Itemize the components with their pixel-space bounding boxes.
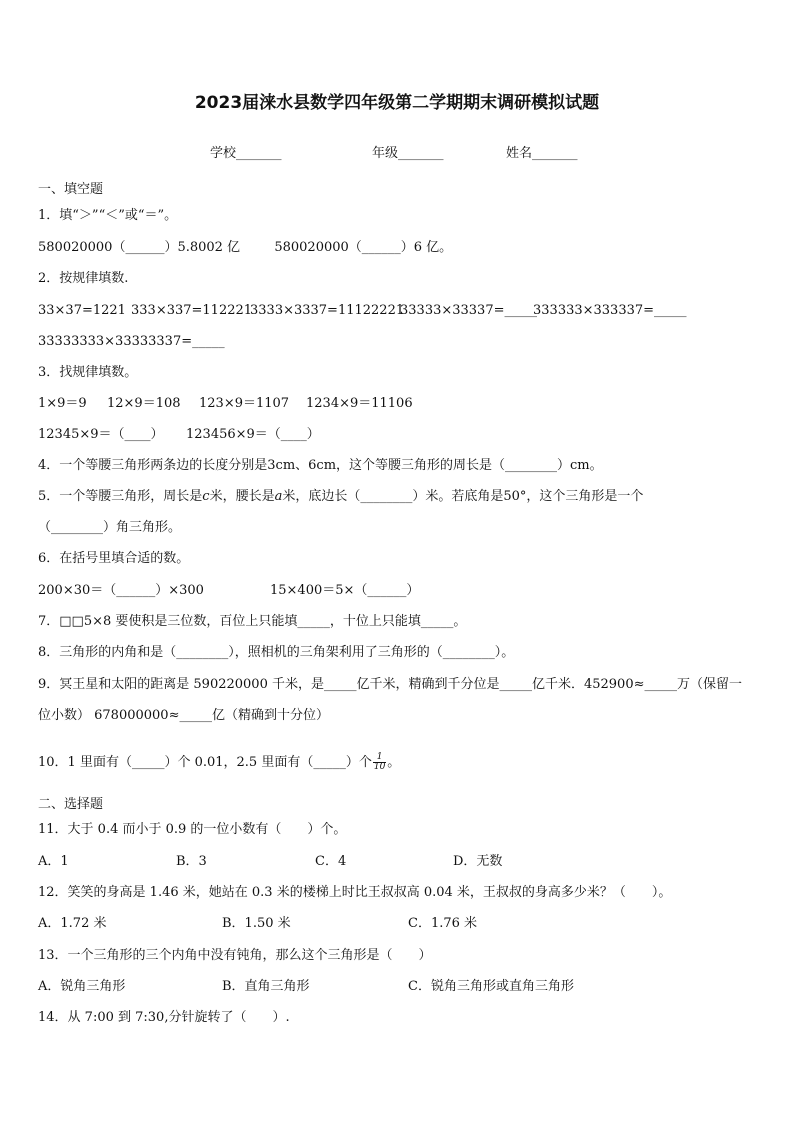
q12-option-a: A．1.72 米 [38,916,107,931]
q3-item-2: 12×9＝108 [107,396,181,411]
q7: 7．□□5×8 要使积是三位数，百位上只能填_____，十位上只能填_____。 [38,614,467,629]
q5-text-3: 米，底边长（________）米。若底角是 [282,489,504,504]
q5-var-c: c [202,489,210,504]
q8: 8．三角形的内角和是（________），照相机的三角架利用了三角形的（________）。 [38,645,515,660]
q5-text-1: 5．一个等腰三角形，周长是 [38,489,203,504]
q2-item-6: 33333333×33333337=_____ [38,334,225,349]
q3-item-5: 12345×9＝（____） [38,427,164,442]
q2-item-5: 333333×333337=_____ [533,303,687,318]
q9-line-2: 位小数） 678000000≈_____亿（精确到十分位） [38,708,329,723]
q11-option-c: C．4 [315,854,347,869]
q12-option-c: C．1.76 米 [408,916,478,931]
q1-prompt: 1．填“＞”“＜”或“＝”。 [38,208,178,223]
q11-option-d: D．无数 [453,854,503,869]
q10-frac-denominator: 10 [373,762,386,772]
q5-text-2: 米，腰长是 [209,489,275,504]
q13-option-a: A．锐角三角形 [38,979,126,994]
q11-option-a: A．1 [38,854,69,869]
q13-option-c: C．锐角三角形或直角三角形 [408,979,574,994]
q5-angle: 50° [503,489,527,504]
q5-text-4: ，这个三角形是一个 [526,489,644,504]
q6-part-a: 200×30＝（______）×300 [38,583,204,598]
q2-item-4: 33333×33337=_____ [400,303,537,318]
section-heading-fill: 一、填空题 [38,182,104,197]
q3-item-3: 123×9＝1107 [199,396,290,411]
q3-item-6: 123456×9＝（____） [186,427,320,442]
q2-prompt: 2．按规律填数. [38,271,129,286]
q11-option-b: B．3 [176,854,207,869]
q3-item-1: 1×9＝9 [38,396,87,411]
q10-fraction [373,753,386,772]
grade-field: 年级_______ [372,146,444,161]
q13-prompt: 13．一个三角形的三个内角中没有钝角，那么这个三角形是（ ） [38,948,432,963]
school-field: 学校_______ [210,146,282,161]
q5-line-1 [38,489,643,505]
q11-prompt: 11．大于 0.4 而小于 0.9 的一位小数有（ ）个。 [38,822,347,837]
q2-item-3: 3333×3337=11122221 [250,303,405,318]
q1-part-b: 580020000（______）6 亿。 [274,240,453,255]
q5-var-a: a [274,489,283,504]
page-title: 2023届涞水县数学四年级第二学期期末调研模拟试题 [194,93,600,113]
q5-line-2: （________）角三角形。 [38,520,182,535]
q13-option-b: B．直角三角形 [222,979,310,994]
q14-prompt: 14．从 7:00 到 7:30,分针旋转了（ ）. [38,1010,290,1025]
q10-text: 10．1 里面有（_____）个 0.01，2.5 里面有（_____）个 [38,755,372,770]
q1-row [38,240,452,256]
q4: 4．一个等腰三角形两条边的长度分别是3cm、6cm，这个等腰三角形的周长是（________）cm。 [38,458,603,473]
q3-item-4: 1234×9＝11106 [306,396,413,411]
q3-prompt: 3．找规律填数。 [38,365,138,380]
q10-tail: 。 [387,755,401,770]
q9-line-1: 9．冥王星和太阳的距离是 590220000 千米，是_____亿千米，精确到千分位是_____亿千米．452900≈_____万（保留一 [38,677,742,692]
q12-prompt: 12．笑笑的身高是 1.46 米，她站在 0.3 米的楼梯上时比王叔叔高 0.04 米，王叔叔的身高多少米？（ ）。 [38,885,672,900]
section-heading-choice: 二、选择题 [38,797,104,812]
q2-item-1: 33×37=1221 [38,303,126,318]
q6-part-b: 15×400＝5×（______） [270,583,420,598]
name-field: 姓名_______ [506,146,578,161]
q2-item-2: 333×337=112221 [131,303,253,318]
q6-prompt: 6．在括号里填合适的数。 [38,551,190,566]
q10-frac-numerator: 1 [373,753,386,763]
q10 [38,752,400,774]
q1-part-a: 580020000（______）5.8002 亿 [38,240,241,255]
q12-option-b: B．1.50 米 [222,916,291,931]
